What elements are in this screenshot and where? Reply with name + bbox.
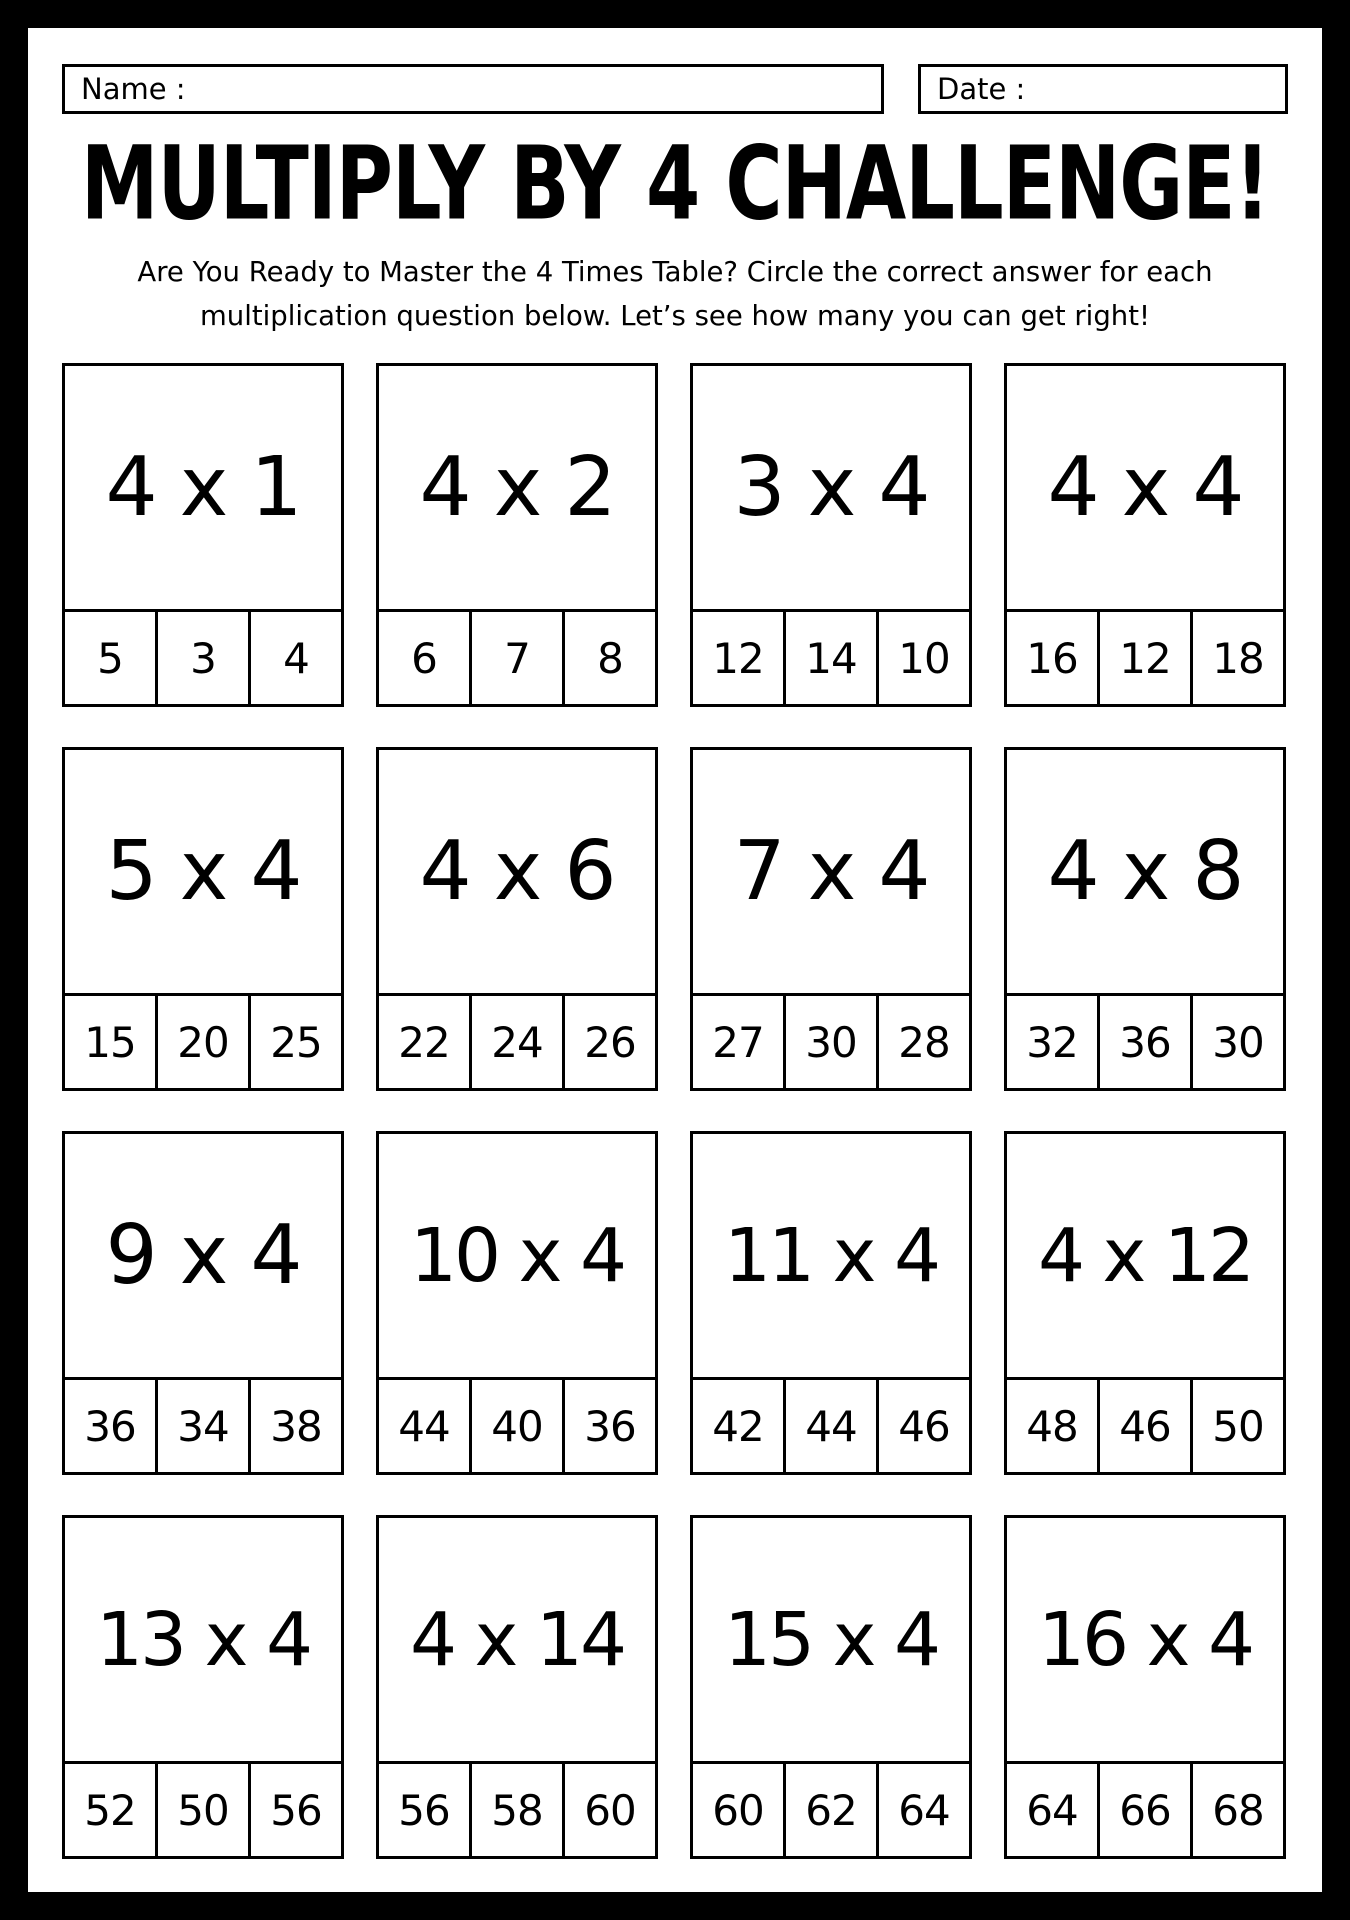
worksheet-title: MULTIPLY BY 4 CHALLENGE! xyxy=(80,126,1270,244)
problem-question: 4 x 2 xyxy=(379,366,655,612)
answer-option[interactable]: 16 xyxy=(1026,633,1078,683)
problem-card xyxy=(62,363,344,707)
name-label: Name : xyxy=(81,72,186,106)
answer-option[interactable]: 68 xyxy=(1190,1764,1283,1856)
answer-option[interactable]: 40 xyxy=(469,1380,562,1472)
answer-option[interactable]: 64 xyxy=(876,1764,969,1856)
problem-card xyxy=(62,1131,344,1475)
problem-question: 10 x 4 xyxy=(379,1134,655,1380)
answer-options xyxy=(693,996,969,1088)
answer-option[interactable]: 58 xyxy=(469,1764,562,1856)
answer-options xyxy=(1007,612,1283,704)
answer-option[interactable]: 7 xyxy=(469,612,562,704)
answer-option[interactable]: 66 xyxy=(1097,1764,1190,1856)
answer-options xyxy=(379,1764,655,1856)
problem-question: 4 x 14 xyxy=(379,1518,655,1764)
answer-option[interactable]: 32 xyxy=(1026,1017,1078,1067)
problem-card xyxy=(376,747,658,1091)
answer-option[interactable]: 62 xyxy=(783,1764,876,1856)
date-label: Date : xyxy=(937,72,1026,106)
problem-card xyxy=(62,1515,344,1859)
answer-option[interactable]: 8 xyxy=(562,612,655,704)
problem-card xyxy=(1004,1515,1286,1859)
problem-card xyxy=(690,1131,972,1475)
answer-option[interactable]: 22 xyxy=(398,1017,450,1067)
answer-options xyxy=(693,1380,969,1472)
answer-option[interactable]: 27 xyxy=(712,1017,764,1067)
answer-option[interactable]: 44 xyxy=(783,1380,876,1472)
answer-options xyxy=(65,996,341,1088)
problem-card xyxy=(376,1131,658,1475)
answer-options xyxy=(693,612,969,704)
answer-option[interactable]: 30 xyxy=(1190,996,1283,1088)
problem-question: 4 x 1 xyxy=(65,366,341,612)
answer-option[interactable]: 6 xyxy=(411,633,437,683)
answer-option[interactable]: 42 xyxy=(712,1401,764,1451)
problem-card xyxy=(1004,747,1286,1091)
problem-question: 4 x 12 xyxy=(1007,1134,1283,1380)
answer-option[interactable]: 60 xyxy=(712,1785,764,1835)
answer-option[interactable]: 26 xyxy=(562,996,655,1088)
name-field[interactable] xyxy=(62,64,884,114)
problem-question: 3 x 4 xyxy=(693,366,969,612)
answer-option[interactable]: 30 xyxy=(783,996,876,1088)
answer-option[interactable]: 25 xyxy=(248,996,341,1088)
answer-option[interactable]: 50 xyxy=(1190,1380,1283,1472)
answer-option[interactable]: 34 xyxy=(155,1380,248,1472)
problem-question: 7 x 4 xyxy=(693,750,969,996)
problem-card xyxy=(376,1515,658,1859)
answer-option[interactable]: 56 xyxy=(248,1764,341,1856)
answer-option[interactable]: 48 xyxy=(1026,1401,1078,1451)
problem-question: 4 x 6 xyxy=(379,750,655,996)
answer-option[interactable]: 52 xyxy=(84,1785,136,1835)
worksheet-page xyxy=(28,28,1322,1892)
answer-option[interactable]: 36 xyxy=(562,1380,655,1472)
answer-option[interactable]: 10 xyxy=(876,612,969,704)
answer-options xyxy=(65,1764,341,1856)
answer-option[interactable]: 60 xyxy=(562,1764,655,1856)
problem-question: 16 x 4 xyxy=(1007,1518,1283,1764)
problem-card xyxy=(690,747,972,1091)
answer-option[interactable]: 20 xyxy=(155,996,248,1088)
answer-options xyxy=(379,612,655,704)
answer-option[interactable]: 50 xyxy=(155,1764,248,1856)
answer-options xyxy=(379,1380,655,1472)
problem-question: 4 x 8 xyxy=(1007,750,1283,996)
answer-options xyxy=(65,1380,341,1472)
answer-option[interactable]: 18 xyxy=(1190,612,1283,704)
problem-question: 13 x 4 xyxy=(65,1518,341,1764)
answer-options xyxy=(379,996,655,1088)
problem-card xyxy=(1004,363,1286,707)
answer-option[interactable]: 36 xyxy=(84,1401,136,1451)
answer-option[interactable]: 44 xyxy=(398,1401,450,1451)
problem-card xyxy=(690,363,972,707)
answer-option[interactable]: 14 xyxy=(783,612,876,704)
answer-options xyxy=(1007,1380,1283,1472)
answer-option[interactable]: 46 xyxy=(876,1380,969,1472)
problem-question: 15 x 4 xyxy=(693,1518,969,1764)
problem-question: 4 x 4 xyxy=(1007,366,1283,612)
answer-option[interactable]: 12 xyxy=(712,633,764,683)
answer-option[interactable]: 5 xyxy=(97,633,123,683)
answer-options xyxy=(693,1764,969,1856)
date-field[interactable] xyxy=(918,64,1288,114)
answer-options xyxy=(65,612,341,704)
problem-question: 9 x 4 xyxy=(65,1134,341,1380)
answer-option[interactable]: 3 xyxy=(155,612,248,704)
answer-options xyxy=(1007,996,1283,1088)
problem-card xyxy=(376,363,658,707)
answer-option[interactable]: 4 xyxy=(248,612,341,704)
problem-question: 11 x 4 xyxy=(693,1134,969,1380)
answer-option[interactable]: 56 xyxy=(398,1785,450,1835)
answer-option[interactable]: 38 xyxy=(248,1380,341,1472)
problem-grid xyxy=(62,363,1288,1859)
answer-option[interactable]: 28 xyxy=(876,996,969,1088)
answer-option[interactable]: 46 xyxy=(1097,1380,1190,1472)
problem-card xyxy=(1004,1131,1286,1475)
problem-card xyxy=(690,1515,972,1859)
answer-option[interactable]: 36 xyxy=(1097,996,1190,1088)
answer-options xyxy=(1007,1764,1283,1856)
answer-option[interactable]: 12 xyxy=(1097,612,1190,704)
problem-card xyxy=(62,747,344,1091)
answer-option[interactable]: 15 xyxy=(84,1017,136,1067)
answer-option[interactable]: 64 xyxy=(1026,1785,1078,1835)
problem-question: 5 x 4 xyxy=(65,750,341,996)
answer-option[interactable]: 24 xyxy=(469,996,562,1088)
instructions-text: Are You Ready to Master the 4 Times Table? Circle the correct answer for each multiplication question below. Let’s see how many you can get right! xyxy=(137,256,1213,332)
